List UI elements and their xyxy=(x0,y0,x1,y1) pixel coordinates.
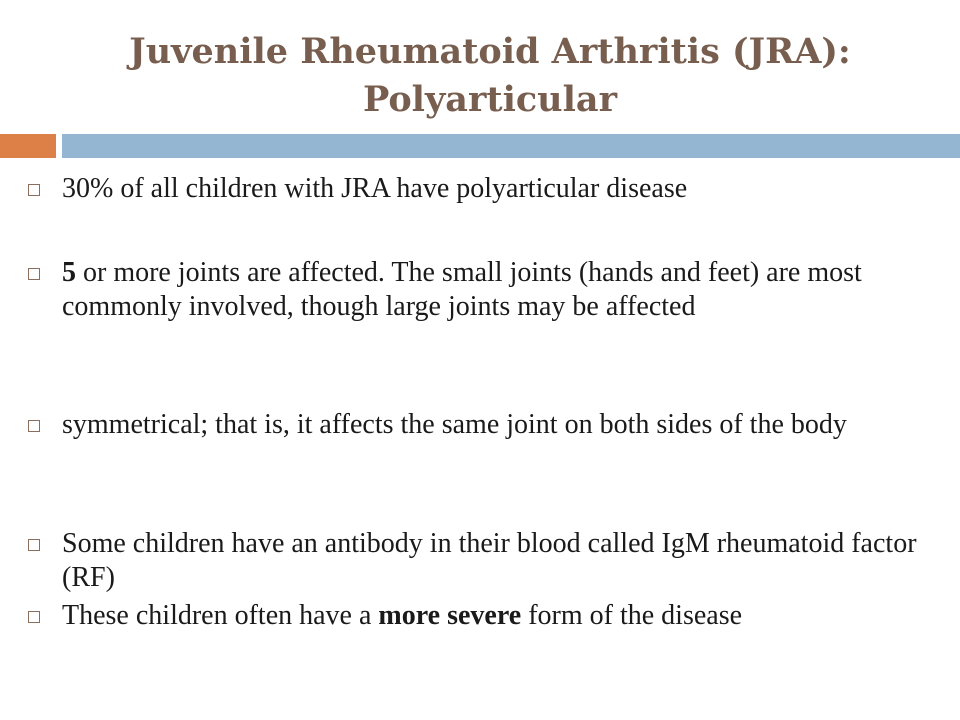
accent-bar-orange xyxy=(0,134,56,158)
square-bullet-icon xyxy=(28,420,40,432)
bullet-text: symmetrical; that is, it affects the same joint on both sides of the body xyxy=(62,409,847,440)
bullet-item-3 xyxy=(28,408,938,442)
bullet-item-2 xyxy=(28,256,938,324)
bullet-text xyxy=(62,599,938,633)
accent-bar-blue xyxy=(62,134,960,158)
bullet-item-5 xyxy=(28,599,938,633)
bullet-text: 30% of all children with JRA have polyarticular disease xyxy=(62,173,688,204)
square-bullet-icon xyxy=(28,611,40,623)
bold-number: 5 xyxy=(62,257,76,288)
title-line-2: Polyarticular xyxy=(362,79,618,120)
square-bullet-icon xyxy=(28,184,40,196)
slide-title xyxy=(60,28,920,124)
square-bullet-icon xyxy=(28,268,40,280)
bullet-text-rest: or more joints are affected. The small joints (hands and feet) are most commonly involved, though large joints may be affected xyxy=(62,257,862,322)
bullet-item-4 xyxy=(28,527,938,595)
bullet-text xyxy=(62,256,938,324)
bullet-text: Some children have an antibody in their blood called IgM rheumatoid factor (RF) xyxy=(62,528,917,593)
bullet-item-1 xyxy=(28,172,938,206)
title-line-1: Juvenile Rheumatoid Arthritis (JRA): xyxy=(129,31,851,72)
square-bullet-icon xyxy=(28,539,40,551)
bullet-text-before: These children often have a xyxy=(62,600,379,631)
bullet-text-after: form of the disease xyxy=(521,600,743,631)
bold-emphasis: more severe xyxy=(378,600,522,631)
